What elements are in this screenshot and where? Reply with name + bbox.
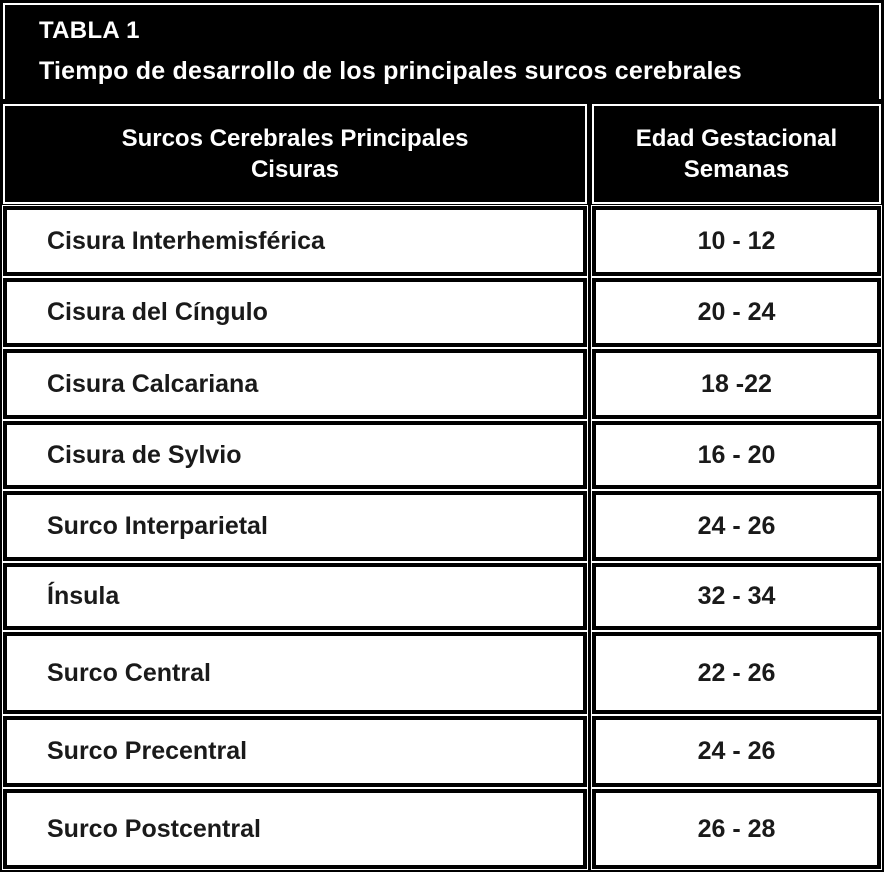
table-cell-gestational-weeks: 24 - 26 — [592, 491, 881, 561]
table-cell-sulcus-name: Ínsula — [3, 563, 587, 630]
column-header-age-line2: Semanas — [683, 156, 790, 183]
table-cell-gestational-weeks: 24 - 26 — [592, 716, 881, 787]
table-label: TABLA 1 — [39, 17, 140, 44]
table-cell-sulcus-name: Cisura del Cíngulo — [3, 278, 587, 347]
table-cell-sulcus-name: Cisura de Sylvio — [3, 421, 587, 489]
table-cell-sulcus-name: Surco Interparietal — [3, 491, 587, 561]
table-cell-sulcus-name: Surco Precentral — [3, 716, 587, 787]
table-cell-gestational-weeks: 16 - 20 — [592, 421, 881, 489]
table-cell-sulcus-name: Cisura Calcariana — [3, 349, 587, 419]
table-cell-gestational-weeks: 10 - 12 — [592, 206, 881, 276]
column-header-sulci-line1: Surcos Cerebrales Principales — [121, 125, 469, 152]
table-caption: Tiempo de desarrollo de los principales surcos cerebrales — [39, 57, 742, 85]
table-cell-sulcus-name: Surco Central — [3, 632, 587, 714]
column-header-age-line1: Edad Gestacional — [635, 125, 838, 152]
table-cell-gestational-weeks: 22 - 26 — [592, 632, 881, 714]
table-title-block — [3, 3, 881, 99]
table-cell-sulcus-name: Cisura Interhemisférica — [3, 206, 587, 276]
table-cell-gestational-weeks: 32 - 34 — [592, 563, 881, 630]
table-cell-gestational-weeks: 20 - 24 — [592, 278, 881, 347]
table-cell-sulcus-name: Surco Postcentral — [3, 789, 587, 869]
table-cell-gestational-weeks: 18 -22 — [592, 349, 881, 419]
table-cell-gestational-weeks: 26 - 28 — [592, 789, 881, 869]
column-header-sulci-line2: Cisuras — [250, 156, 340, 183]
column-header-sulci — [3, 104, 587, 204]
column-header-gestational-age — [592, 104, 881, 204]
